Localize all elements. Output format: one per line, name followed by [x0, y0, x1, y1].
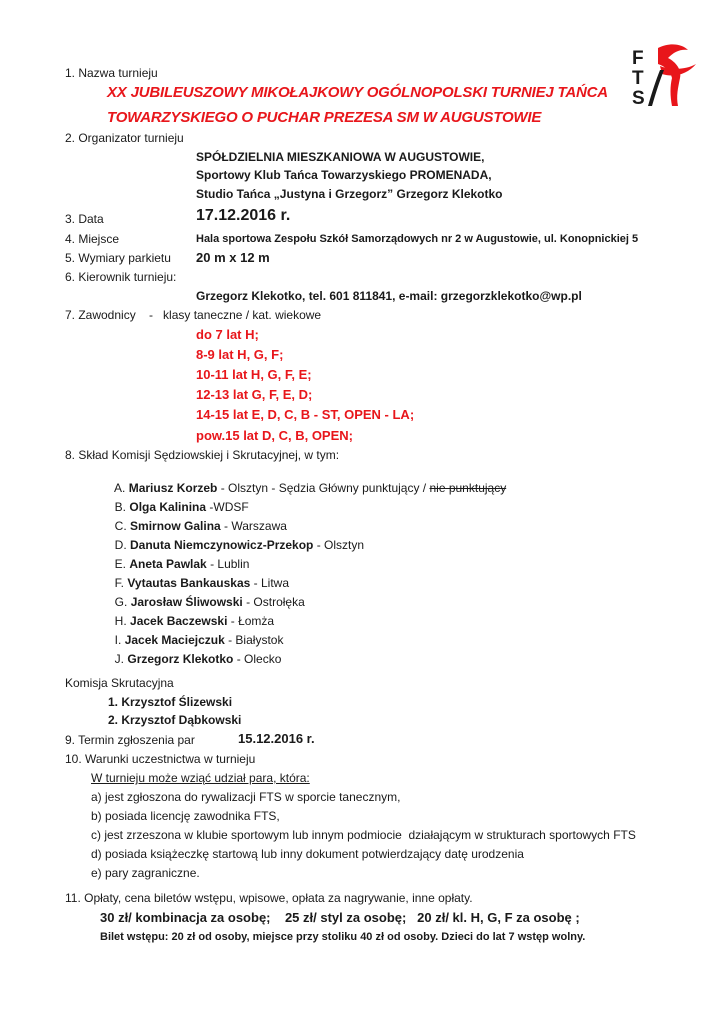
judge-details: -WDSF [206, 500, 249, 514]
condition-item: c) jest zrzeszona w klubie sportowym lub innym podmiocie działającym w strukturach sportowych FTS [91, 828, 636, 842]
logo-letter-s: S [632, 88, 645, 109]
registration-deadline: 15.12.2016 r. [238, 731, 315, 746]
judge-name: Mariusz Korzeb [128, 481, 218, 495]
judge-name: Aneta Pawlak [129, 557, 207, 571]
judge-name: Grzegorz Klekotko [127, 652, 234, 666]
age-category: 8-9 lat H, G, F; [196, 347, 284, 362]
section-1-label: 1. Nazwa turnieju [65, 66, 158, 80]
section-4-label: 4. Miejsce [65, 232, 120, 246]
judge-struck-text: nie punktujący [429, 481, 507, 495]
judge-letter: E. [114, 557, 127, 571]
tournament-title-line-1: XX JUBILEUSZOWY MIKOŁAJKOWY OGÓLNOPOLSKI TURNIEJ TAŃCA [107, 84, 608, 101]
tickets-line: Bilet wstępu: 20 zł od osoby, miejsce przy stoliku 40 zł od osoby. Dzieci do lat 7 wstęp wolny. [100, 931, 586, 943]
judge-letter: D. [114, 538, 127, 552]
organizer-line: SPÓŁDZIELNIA MIESZKANIOWA W AUGUSTOWIE, [196, 150, 485, 164]
conditions-intro: W turnieju może wziąć udział para, która: [91, 771, 310, 785]
judge-letter: H. [114, 614, 127, 628]
judge-letter: I. [114, 633, 122, 647]
section-7-label: 7. Zawodnicy - klasy taneczne / kat. wiekowe [65, 308, 322, 322]
judge-details: - Białystok [224, 633, 284, 647]
judge-letter: F. [114, 576, 125, 590]
section-9-label: 9. Termin zgłoszenia par [65, 733, 195, 747]
section-6-label: 6. Kierownik turnieju: [65, 270, 177, 284]
age-category: do 7 lat H; [196, 327, 259, 342]
judge-name: Olga Kalinina [129, 500, 207, 514]
age-category: 12-13 lat G, F, E, D; [196, 387, 313, 402]
scrutineer: 2. Krzysztof Dąbkowski [108, 713, 242, 727]
judge-name: Danuta Niemczynowicz-Przekop [130, 538, 314, 552]
judge-name: Jarosław Śliwowski [130, 595, 243, 609]
judge-name: Smirnow Galina [130, 519, 221, 533]
judge-details: - Olsztyn - Sędzia Główny punktujący / [217, 481, 430, 495]
tournament-director: Grzegorz Klekotko, tel. 601 811841, e-mail: grzegorzklekotko@wp.pl [196, 289, 582, 303]
age-category: 14-15 lat E, D, C, B - ST, OPEN - LA; [196, 407, 415, 422]
judge-letter: G. [114, 595, 128, 609]
judge-letter: J. [114, 652, 125, 666]
judge-letter: B. [114, 500, 127, 514]
floor-dimensions: 20 m x 12 m [196, 250, 270, 265]
organizer-line: Sportowy Klub Tańca Towarzyskiego PROMENADA, [196, 168, 492, 182]
judge-letter: A. [114, 481, 126, 495]
section-8-label: 8. Skład Komisji Sędziowskiej i Skrutacyjnej, w tym: [65, 448, 340, 462]
judge-details: - Warszawa [220, 519, 287, 533]
logo-letter-t: T [632, 68, 644, 89]
section-2-label: 2. Organizator turnieju [65, 131, 184, 145]
dancer-logo-icon [630, 40, 700, 110]
tournament-date: 17.12.2016 r. [196, 207, 291, 224]
judge-details: - Lublin [206, 557, 250, 571]
age-category: pow.15 lat D, C, B, OPEN; [196, 428, 353, 443]
condition-item: e) pary zagraniczne. [91, 866, 200, 880]
judge-row [108, 638, 281, 666]
section-5-label: 5. Wymiary parkietu [65, 251, 171, 265]
organizer-line: Studio Tańca „Justyna i Grzegorz” Grzegorz Klekotko [196, 187, 503, 201]
fts-logo [630, 40, 700, 110]
scrutiny-committee-label: Komisja Skrutacyjna [65, 676, 174, 690]
judge-details: - Ostrołęka [242, 595, 305, 609]
judge-details: - Litwa [250, 576, 289, 590]
judge-details: - Olecko [233, 652, 282, 666]
section-10-label: 10. Warunki uczestnictwa w turnieju [65, 752, 256, 766]
judge-details: - Łomża [227, 614, 275, 628]
judge-details: - Olsztyn [313, 538, 365, 552]
judge-letter: C. [114, 519, 127, 533]
venue: Hala sportowa Zespołu Szkół Samorządowych nr 2 w Augustowie, ul. Konopnickiej 5 [196, 233, 639, 245]
fees-line: 30 zł/ kombinacja za osobę; 25 zł/ styl za osobę; 20 zł/ kl. H, G, F za osobę ; [100, 910, 580, 925]
condition-item: d) posiada książeczkę startową lub inny dokument potwierdzający datę urodzenia [91, 847, 524, 861]
age-category: 10-11 lat H, G, F, E; [196, 367, 312, 382]
tournament-title-line-2: TOWARZYSKIEGO O PUCHAR PREZESA SM W AUGUSTOWIE [107, 109, 542, 126]
judge-name: Jacek Maciejczuk [124, 633, 225, 647]
condition-item: b) posiada licencję zawodnika FTS, [91, 809, 280, 823]
judge-name: Vytautas Bankauskas [127, 576, 251, 590]
judge-name: Jacek Baczewski [130, 614, 228, 628]
scrutineer: 1. Krzysztof Ślizewski [108, 695, 233, 709]
section-11-label: 11. Opłaty, cena biletów wstępu, wpisowe, opłata za nagrywanie, inne opłaty. [65, 891, 473, 905]
logo-letter-f: F [632, 48, 644, 69]
section-3-label: 3. Data [65, 212, 104, 226]
condition-item: a) jest zgłoszona do rywalizacji FTS w sporcie tanecznym, [91, 790, 401, 804]
